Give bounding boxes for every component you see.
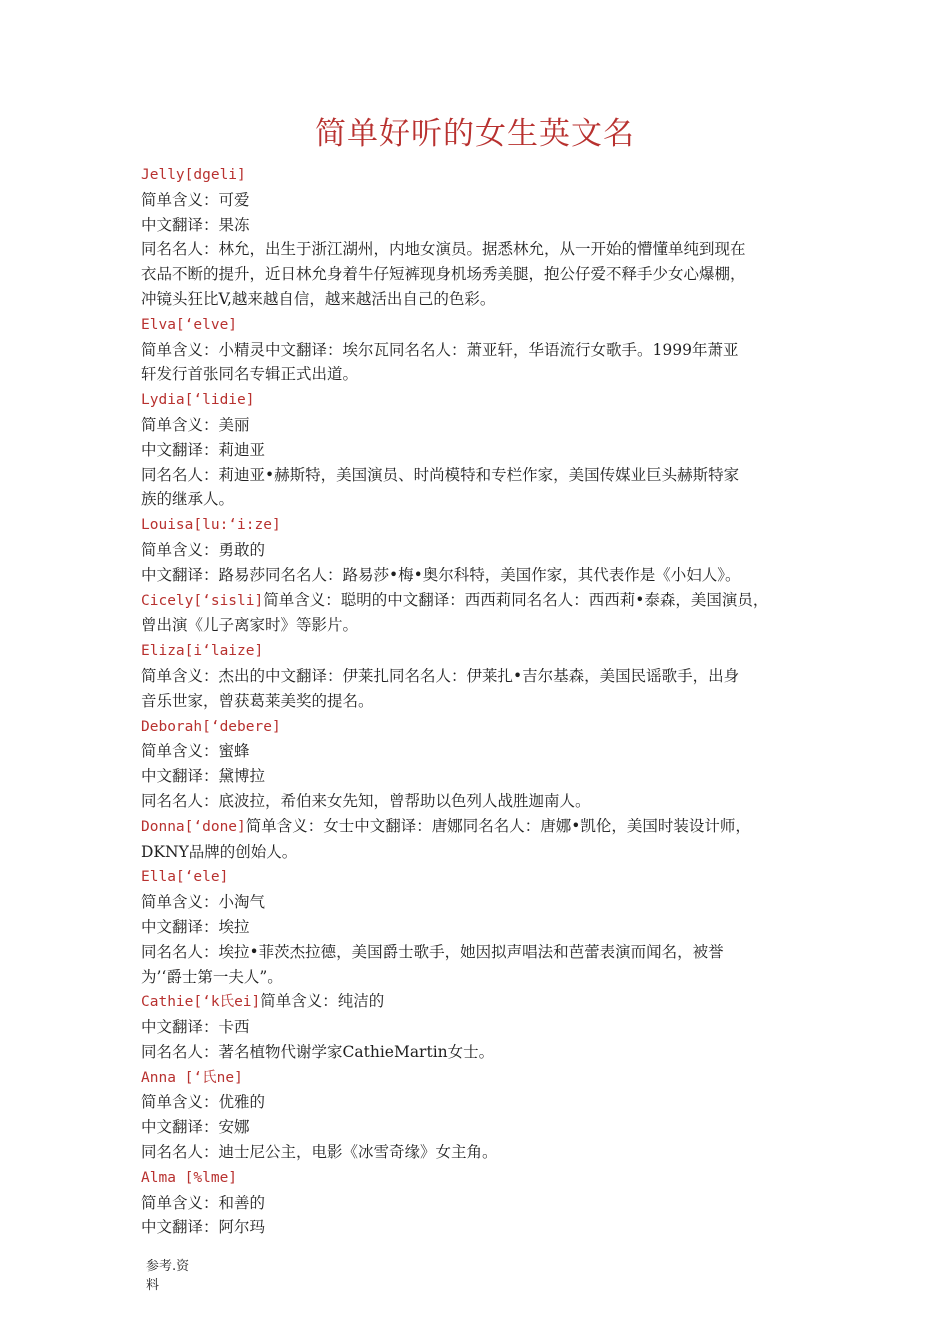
entry-heading-line (141, 312, 825, 338)
name-entry (141, 714, 825, 814)
entry-name: Jelly[dgeli] (141, 167, 246, 183)
name-entry (141, 989, 825, 1064)
entry-text-line: 音乐世家，曾获葛莱美奖的提名。 (141, 691, 374, 710)
entry-name: Ella[‘ele] (141, 869, 229, 886)
name-entry (141, 512, 825, 587)
name-entry (141, 1065, 825, 1165)
entry-heading-line (141, 1065, 825, 1091)
entry-text-line: 同名名人：莉迪亚•赫斯特，美国演员、时尚模特和专栏作家，美国传媒业巨头赫斯特家 (141, 465, 740, 484)
entry-heading-line (141, 387, 825, 413)
entry-text-line: 简单含义：优雅的 (141, 1093, 266, 1112)
entry-text-line: 中文翻译：黛博拉 (141, 767, 266, 786)
entry-heading-line (141, 588, 825, 614)
entry-text-line: 中文翻译：埃拉 (141, 917, 250, 936)
name-entry (141, 312, 825, 387)
entry-inline-text: 简单含义：聪明的中文翻译：西西莉同名名人：西西莉•泰森，美国演员， (263, 590, 769, 609)
page-title: 简单好听的女生英文名 (315, 116, 635, 152)
entry-name: Louisa[lu:‘i:ze] (141, 517, 281, 534)
entry-text-line: 简单含义：可爱 (141, 190, 250, 209)
entry-inline-text: 简单含义：纯洁的 (260, 992, 385, 1011)
entry-text-line: 中文翻译：阿尔玛 (141, 1218, 266, 1237)
entry-text-line: 简单含义：蜜蜂 (141, 742, 250, 761)
name-entry (141, 864, 825, 989)
entry-text-line: 中文翻译：莉迪亚 (141, 440, 266, 459)
entry-heading-line (141, 638, 825, 664)
entry-name: Anna [‘氏ne] (141, 1069, 243, 1086)
entry-text-line: 简单含义：杰出的中文翻译：伊莱扎同名名人：伊莱扎•吉尔基森，美国民谣歌手，出身 (141, 666, 740, 685)
footer-note (146, 1257, 206, 1295)
entry-name: Eliza[i‘laize] (141, 643, 264, 660)
entry-heading-line (141, 989, 825, 1015)
entry-text-line: 中文翻译：路易莎同名名人：路易莎•梅•奥尔科特，美国作家，其代表作是《小妇人》。 (141, 565, 741, 584)
footer-line-2: 料 (146, 1278, 160, 1293)
entry-heading-line (141, 714, 825, 740)
entry-heading-line (141, 162, 825, 188)
entry-text-line: 为’‘爵士第一夫人”。 (141, 967, 283, 986)
entry-heading-line (141, 512, 825, 538)
entry-text-line: 中文翻译：卡西 (141, 1018, 250, 1037)
entry-text-line: 简单含义：美丽 (141, 415, 250, 434)
name-entry (141, 588, 825, 639)
entry-name: Cicely[‘sisli] (141, 592, 264, 609)
entry-text-line: 轩发行首张同名专辑正式出道。 (141, 365, 359, 384)
entry-text-line: 同名名人：著名植物代谢学家CathieMartin女士。 (141, 1042, 495, 1061)
entry-text-line: 同名名人：迪士尼公主，电影《冰雪奇缘》女主角。 (141, 1143, 498, 1162)
name-entry (141, 1165, 825, 1240)
entry-name: Lydia[‘lidie] (141, 392, 255, 409)
entry-heading-line (141, 814, 825, 840)
entry-name: Deborah[‘debere] (141, 718, 281, 735)
name-entry (141, 638, 825, 713)
name-entry (141, 387, 825, 512)
entry-name: Elva[‘elve] (141, 316, 238, 333)
entry-text-line: 曾出演《儿子离家时》等影片。 (141, 616, 359, 635)
footer-line-1: 参考.资 (146, 1259, 190, 1274)
entry-text-line: 同名名人：林允，出生于浙江湖州，内地女演员。据悉林允，从一开始的懵懂单纯到现在 (141, 240, 746, 259)
name-entry (141, 814, 825, 865)
entry-heading-line (141, 864, 825, 890)
entry-text-line: 简单含义：小淘气 (141, 893, 266, 912)
entry-text-line: 简单含义：小精灵中文翻译：埃尔瓦同名名人：萧亚轩，华语流行女歌手。1999年萧亚 (141, 340, 739, 359)
entry-text-line: 族的继承人。 (141, 490, 235, 509)
entry-name: Cathie[‘k氏ei] (141, 994, 261, 1011)
entry-name: Alma [%lme] (141, 1169, 238, 1186)
entry-text-line: 简单含义：勇敢的 (141, 540, 266, 559)
entry-name: Donna[‘done] (141, 818, 246, 835)
name-entry (141, 162, 825, 312)
entry-text-line: 简单含义：和善的 (141, 1193, 266, 1212)
entry-text-line: 衣品不断的提升，近日林允身着牛仔短裤现身机场秀美腿，抱公仔爱不释手少女心爆棚， (141, 265, 746, 284)
entry-inline-text: 简单含义：女士中文翻译：唐娜同名名人：唐娜•凯伦，美国时装设计师， (245, 816, 751, 835)
entry-heading-line (141, 1165, 825, 1191)
entry-text-line: DKNY品牌的创始人。 (141, 842, 298, 861)
entry-text-line: 同名名人：底波拉，希伯来女先知，曾帮助以色列人战胜迦南人。 (141, 791, 591, 810)
entry-text-line: 同名名人：埃拉•菲茨杰拉德，美国爵士歌手，她因拟声唱法和芭蕾表演而闻名，被誉 (141, 942, 724, 961)
entry-text-line: 中文翻译：果冻 (141, 215, 250, 234)
entry-text-line: 中文翻译：安娜 (141, 1118, 250, 1137)
document-body (141, 162, 825, 1240)
entry-text-line: 冲镜头狂比V,越来越自信，越来越活出自己的色彩。 (141, 289, 496, 308)
